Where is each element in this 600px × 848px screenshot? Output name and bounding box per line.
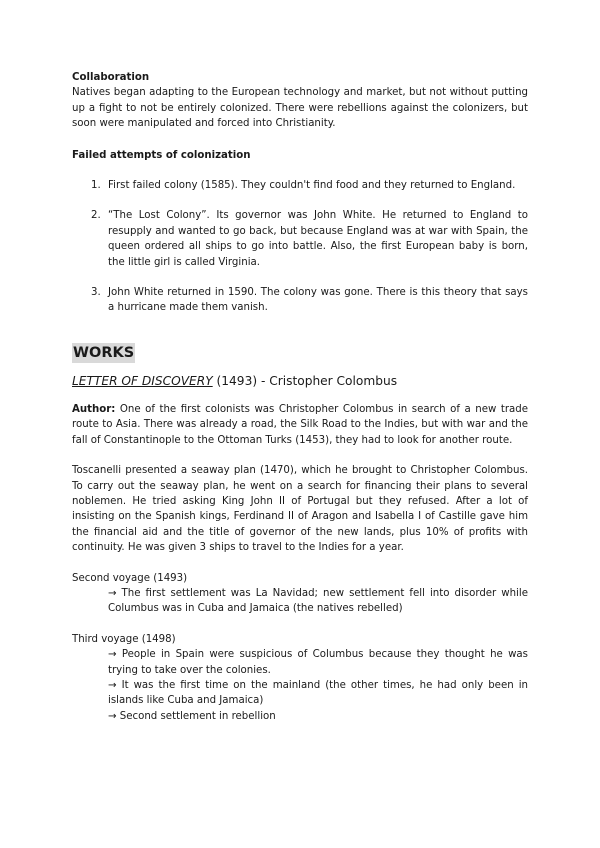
document-page	[72, 70, 528, 724]
list-number: 2.	[91, 210, 101, 222]
list-item-text: John White returned in 1590. The colony was gone. There is this theory that says a hurricane made them vanish.	[108, 287, 528, 314]
works-heading: WORKS	[73, 344, 135, 361]
list-item	[72, 178, 528, 193]
list-item-text: “The Lost Colony”. Its governor was John White. He returned to England to resupply and wanted to go back, but because England was at war with Spain, the queen ordered all ships to go into battle. Also, the first European baby is born, the little girl is called Virginia.	[108, 210, 528, 268]
third-voyage-label: Third voyage (1498)	[72, 633, 176, 645]
list-item	[72, 285, 528, 316]
work-title-underlined: LETTER OF DISCOVERY	[72, 373, 213, 388]
second-voyage-item: → The first settlement was La Navidad; new settlement fell into disorder while Columbus was in Cuba and Jamaica (the natives rebelled)	[108, 587, 528, 615]
third-voyage-item: → People in Spain were suspicious of Columbus because they thought he was trying to take over the colonies.	[108, 649, 528, 676]
failed-attempts-list	[72, 178, 528, 316]
list-item-text: First failed colony (1585). They couldn't find food and they returned to England.	[108, 180, 516, 192]
failed-attempts-heading: Failed attempts of colonization	[72, 149, 251, 161]
third-voyage-item: → Second settlement in rebellion	[108, 710, 276, 722]
third-voyage-item: → It was the first time on the mainland (the other times, he had only been in islands like Cuba and Jamaica)	[108, 679, 528, 707]
second-voyage-label: Second voyage (1493)	[72, 572, 188, 584]
author-text: One of the first colonists was Christopher Colombus in search of a new trade route to Asia. There was already a road, the Silk Road to the Indies, but with war and the fall of Constantinople to the Ottoman Turks (1453), they had to look for another route.	[72, 403, 528, 446]
toscanelli-paragraph: Toscanelli presented a seaway plan (1470), which he brought to Christopher Colombus. To carry out the seaway plan, he went on a search for financing their plans to several noblemen. He tried asking King John II of Portugal but they refused. After a lot of insisting on the Spanish kings, Ferdinand II of Aragon and Isabella I of Castille gave him the financial aid and the title of governor of the new lands, plus 10% of profits with continuity. He was given 3 ships to travel to the Indies for a year.	[72, 465, 528, 554]
work-title-rest: (1493) - Cristopher Colombus	[212, 373, 398, 388]
list-number: 3.	[91, 287, 101, 299]
collaboration-paragraph: Natives began adapting to the European technology and market, but not without putting up a fight to not be entirely colonized. There were rebellions against the colonizers, but soon were manipulated and forced into Christianity.	[72, 87, 528, 130]
author-paragraph	[72, 402, 528, 448]
list-item	[72, 208, 528, 270]
author-label: Author:	[72, 403, 116, 415]
list-number: 1.	[91, 180, 101, 192]
work-title	[72, 373, 528, 390]
collaboration-heading: Collaboration	[72, 72, 150, 83]
